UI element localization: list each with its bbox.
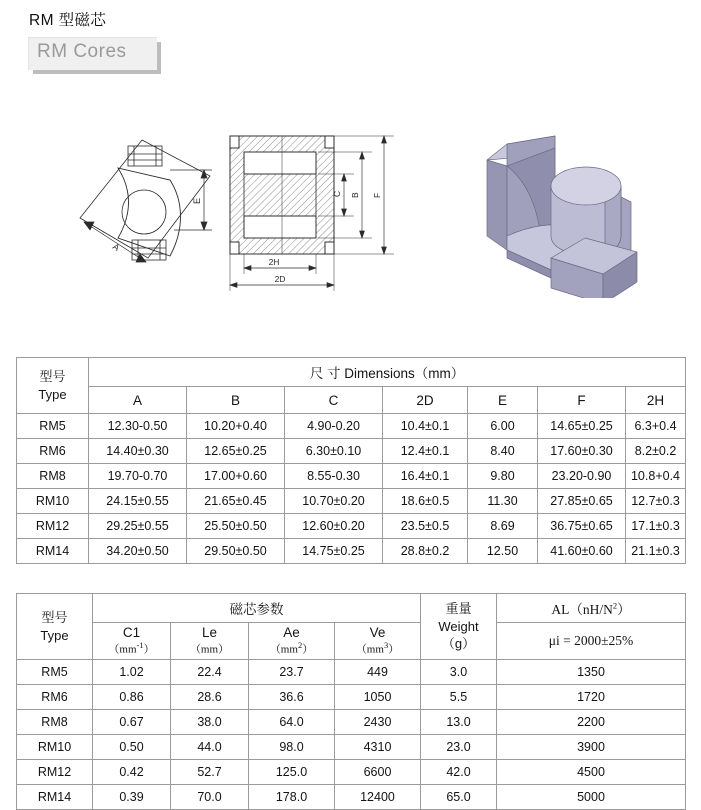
dimensions-col-b: B — [187, 387, 285, 414]
param-col-le: Le （mm） — [171, 623, 249, 660]
drawings-area — [0, 100, 701, 315]
cell-e: 8.40 — [468, 439, 538, 464]
dimensions-header-row-1 — [17, 358, 686, 387]
cell-c: 14.75±0.25 — [285, 539, 383, 564]
dimensions-col-e: E — [468, 387, 538, 414]
cell-weight: 65.0 — [421, 785, 497, 810]
cell-2h: 10.8+0.4 — [626, 464, 686, 489]
cell-ae: 23.7 — [249, 660, 335, 685]
cell-e: 11.30 — [468, 489, 538, 514]
cell-b: 17.00+0.60 — [187, 464, 285, 489]
cell-c1: 0.50 — [93, 735, 171, 760]
table-row — [17, 414, 686, 439]
table-row — [17, 710, 686, 735]
cell-2h: 17.1±0.3 — [626, 514, 686, 539]
cell-e: 6.00 — [468, 414, 538, 439]
core-parameters-group-header: 磁芯参数 — [93, 594, 421, 623]
cell-2d: 18.6±0.5 — [383, 489, 468, 514]
param-unit-ae: $(mm^2)$ — [269, 640, 314, 656]
cell-c: 8.55-0.30 — [285, 464, 383, 489]
cell-al: 5000 — [497, 785, 686, 810]
cell-weight: 13.0 — [421, 710, 497, 735]
cell-a: 12.30-0.50 — [89, 414, 187, 439]
cell-weight: 3.0 — [421, 660, 497, 685]
table-row — [17, 685, 686, 710]
cell-weight: 23.0 — [421, 735, 497, 760]
cell-a: 14.40±0.30 — [89, 439, 187, 464]
cell-b: 10.20+0.40 — [187, 414, 285, 439]
row-type: RM6 — [17, 685, 93, 710]
cell-2h: 21.1±0.3 — [626, 539, 686, 564]
row-type: RM8 — [17, 710, 93, 735]
cell-ae: 125.0 — [249, 760, 335, 785]
cell-2h: 6.3+0.4 — [626, 414, 686, 439]
dim-label-2h: 2H — [268, 257, 280, 267]
cross-section-drawing — [222, 122, 412, 297]
table-row — [17, 514, 686, 539]
cell-ve: 12400 — [335, 785, 421, 810]
cell-weight: 42.0 — [421, 760, 497, 785]
parameters-type-header: 型号 Type — [17, 594, 93, 660]
table-row — [17, 439, 686, 464]
cell-le: 22.4 — [171, 660, 249, 685]
dimensions-type-header: 型号 Type — [17, 358, 89, 414]
dim-label-c: C — [332, 190, 342, 197]
row-type: RM5 — [17, 414, 89, 439]
cell-e: 12.50 — [468, 539, 538, 564]
cell-al: 1350 — [497, 660, 686, 685]
cell-2d: 12.4±0.1 — [383, 439, 468, 464]
row-type: RM6 — [17, 439, 89, 464]
dim-label-e: E — [192, 197, 202, 204]
param-col-ae: Ae $(mm^2)$ — [249, 623, 335, 660]
cell-c1: 0.86 — [93, 685, 171, 710]
dimensions-table — [16, 357, 686, 564]
row-type: RM12 — [17, 760, 93, 785]
parameters-header-row-1 — [17, 594, 686, 623]
page-title-en: RM Cores — [37, 41, 127, 62]
param-col-ve: Ve $(mm^3)$ — [335, 623, 421, 660]
al-sub-header: μi = 2000±25% — [497, 623, 686, 660]
cell-e: 8.69 — [468, 514, 538, 539]
cell-al: 3900 — [497, 735, 686, 760]
row-type: RM12 — [17, 514, 89, 539]
cell-b: 21.65±0.45 — [187, 489, 285, 514]
table-row — [17, 760, 686, 785]
cell-a: 24.15±0.55 — [89, 489, 187, 514]
cell-a: 19.70-0.70 — [89, 464, 187, 489]
cell-c: 4.90-0.20 — [285, 414, 383, 439]
cell-c: 12.60±0.20 — [285, 514, 383, 539]
table-row — [17, 489, 686, 514]
cell-f: 41.60±0.60 — [538, 539, 626, 564]
cell-2h: 8.2±0.2 — [626, 439, 686, 464]
cell-b: 25.50±0.50 — [187, 514, 285, 539]
cell-ve: 2430 — [335, 710, 421, 735]
row-type: RM14 — [17, 539, 89, 564]
cell-ve: 4310 — [335, 735, 421, 760]
cell-ae: 178.0 — [249, 785, 335, 810]
cell-ae: 36.6 — [249, 685, 335, 710]
cell-2d: 28.8±0.2 — [383, 539, 468, 564]
dimensions-col-2h: 2H — [626, 387, 686, 414]
cell-weight: 5.5 — [421, 685, 497, 710]
row-type: RM10 — [17, 489, 89, 514]
row-type: RM5 — [17, 660, 93, 685]
cell-le: 28.6 — [171, 685, 249, 710]
table-row — [17, 735, 686, 760]
cell-ve: 6600 — [335, 760, 421, 785]
cell-2d: 16.4±0.1 — [383, 464, 468, 489]
cell-f: 36.75±0.65 — [538, 514, 626, 539]
cell-b: 29.50±0.50 — [187, 539, 285, 564]
cell-e: 9.80 — [468, 464, 538, 489]
dimensions-col-2d: 2D — [383, 387, 468, 414]
cell-le: 52.7 — [171, 760, 249, 785]
cell-2h: 12.7±0.3 — [626, 489, 686, 514]
parameters-header-row-2 — [17, 623, 686, 660]
cell-a: 29.25±0.55 — [89, 514, 187, 539]
cell-a: 34.20±0.50 — [89, 539, 187, 564]
row-type: RM14 — [17, 785, 93, 810]
dimensions-col-a: A — [89, 387, 187, 414]
cell-c1: 0.39 — [93, 785, 171, 810]
top-view-drawing — [62, 118, 237, 288]
cell-f: 14.65±0.25 — [538, 414, 626, 439]
cell-le: 44.0 — [171, 735, 249, 760]
param-unit-ve: $(mm^3)$ — [355, 640, 400, 656]
cell-c1: 0.42 — [93, 760, 171, 785]
cell-al: 4500 — [497, 760, 686, 785]
cell-c1: 1.02 — [93, 660, 171, 685]
cell-2d: 23.5±0.5 — [383, 514, 468, 539]
rm-core-3d-render — [455, 118, 655, 298]
dim-label-f: F — [372, 192, 382, 198]
table-row — [17, 464, 686, 489]
cell-f: 23.20-0.90 — [538, 464, 626, 489]
row-type: RM10 — [17, 735, 93, 760]
page-title-cn: RM 型磁芯 — [29, 12, 107, 29]
param-unit-le: （mm） — [189, 643, 230, 656]
cell-f: 27.85±0.65 — [538, 489, 626, 514]
dim-label-b: B — [350, 192, 360, 198]
weight-header: 重量 Weight （g） — [421, 594, 497, 660]
dimensions-group-header: 尺 寸 Dimensions（mm） — [89, 358, 686, 387]
dimensions-col-f: F — [538, 387, 626, 414]
parameters-table — [16, 593, 686, 810]
cell-c: 6.30±0.10 — [285, 439, 383, 464]
cell-2d: 10.4±0.1 — [383, 414, 468, 439]
cell-le: 70.0 — [171, 785, 249, 810]
param-unit-c1: $(mm^{-1})$ — [108, 640, 155, 656]
table-row — [17, 660, 686, 685]
cell-le: 38.0 — [171, 710, 249, 735]
dimensions-col-c: C — [285, 387, 383, 414]
table-row — [17, 539, 686, 564]
cell-b: 12.65±0.25 — [187, 439, 285, 464]
cell-al: 1720 — [497, 685, 686, 710]
dim-label-a: A — [110, 241, 122, 253]
cell-ve: 1050 — [335, 685, 421, 710]
cell-ve: 449 — [335, 660, 421, 685]
cell-f: 17.60±0.30 — [538, 439, 626, 464]
cell-c: 10.70±0.20 — [285, 489, 383, 514]
cell-c1: 0.67 — [93, 710, 171, 735]
page-header — [0, 0, 701, 95]
row-type: RM8 — [17, 464, 89, 489]
cell-ae: 98.0 — [249, 735, 335, 760]
cell-ae: 64.0 — [249, 710, 335, 735]
dimensions-header-row-2 — [17, 387, 686, 414]
param-col-c1: C1 $(mm^{-1})$ — [93, 623, 171, 660]
dim-label-2d: 2D — [274, 274, 286, 284]
cell-al: 2200 — [497, 710, 686, 735]
al-header: $AL(nH/N^2)$ — [497, 594, 686, 623]
